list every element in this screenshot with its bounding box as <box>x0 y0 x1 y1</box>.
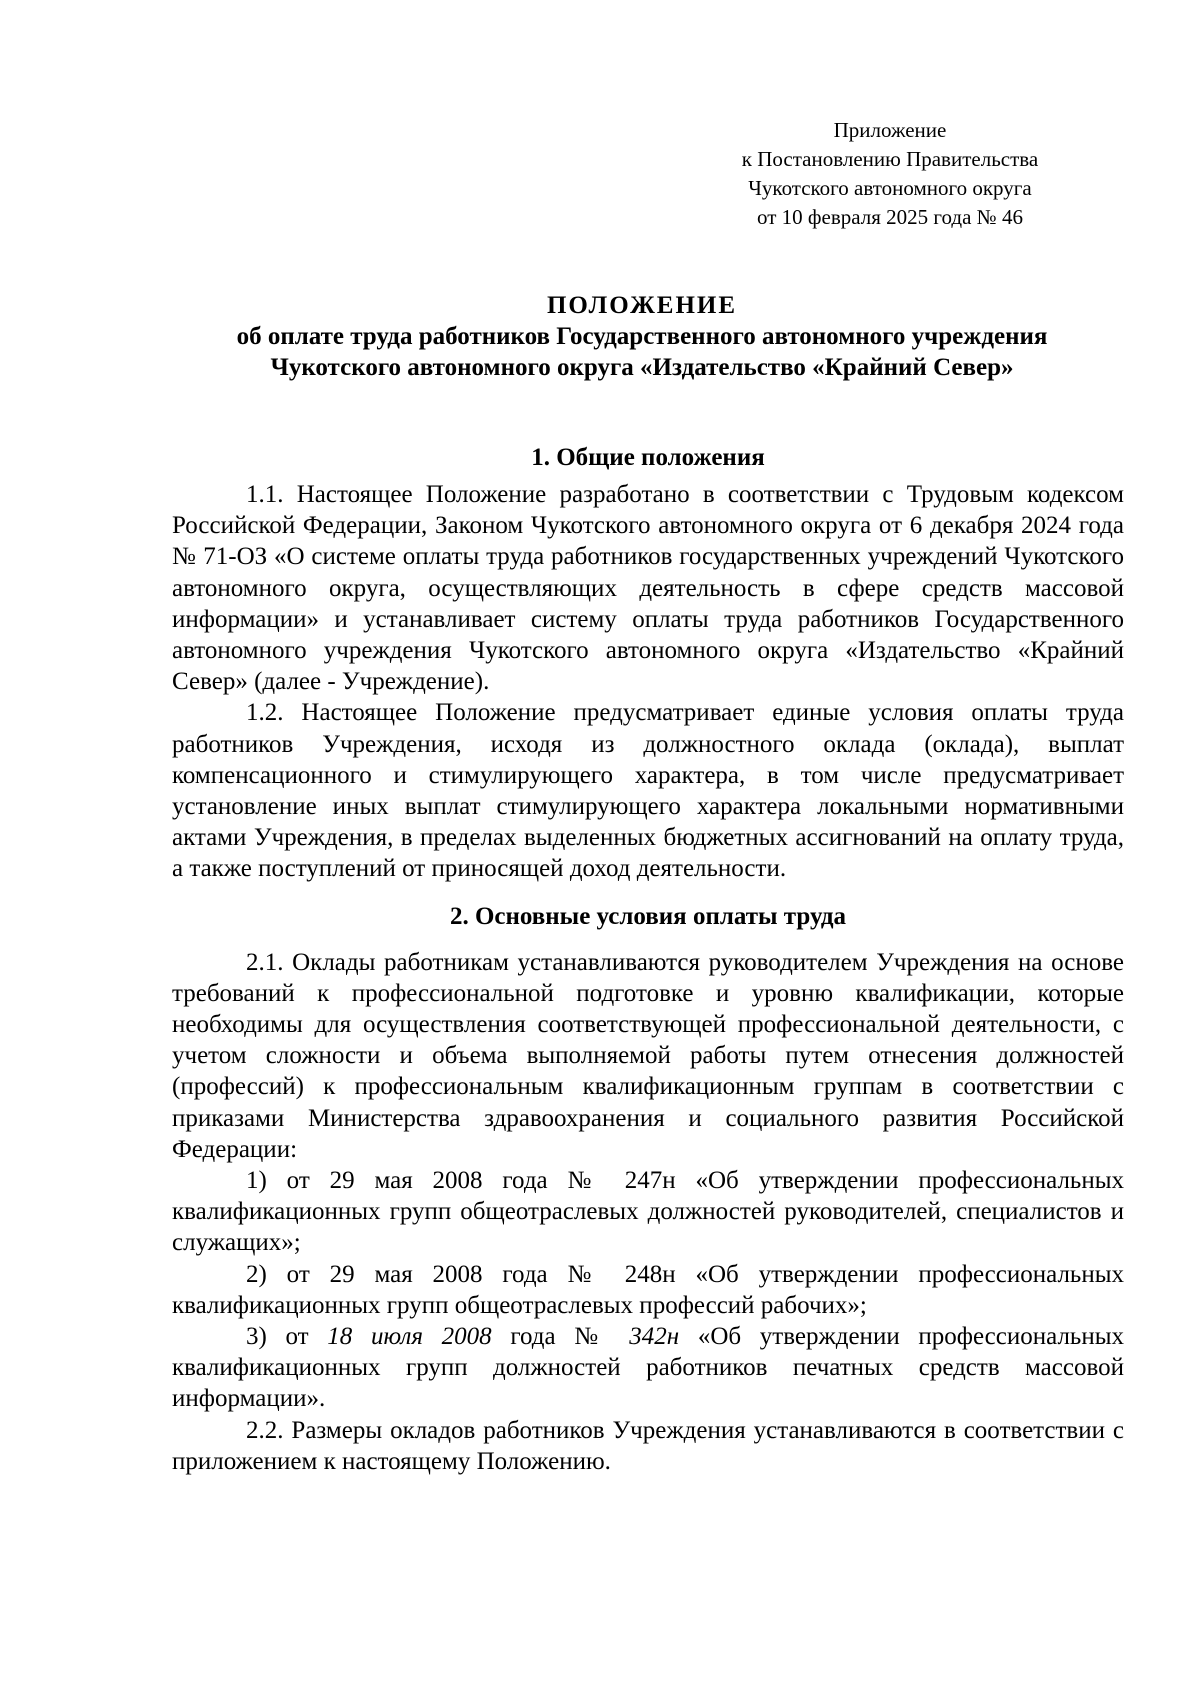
list-item-1: 1) от 29 мая 2008 года № 247н «Об утверждении профессиональных квалификационных групп общеотраслевых должностей руководителей, специалистов и служащих»; <box>172 1167 1124 1257</box>
paragraph-1-1: 1.1. Настоящее Положение разработано в соответствии с Трудовым кодексом Российской Федерации, Законом Чукотского автономного округа от 6 декабря 2024 года № 71-ОЗ «О системе оплаты труда работников государственных учреждений Чукотского автономного округа, осуществляющих деятельность в сфере средств массовой информации» и устанавливает систему оплаты труда работников Государственного автономного учреждения Чукотского автономного округа «Издательство «Крайний Север» (далее - Учреждение). <box>172 481 1124 696</box>
document-title-block <box>160 290 1124 383</box>
annex-line-4: от 10 февраля 2025 года № 46 <box>757 205 1023 229</box>
document-subtitle-line-1: об оплате труда работников Государственного автономного учреждения <box>236 323 1048 350</box>
section-1-heading: 1. Общие положения <box>531 444 765 471</box>
list-item-3-suffix: «Об утверждении профессиональных квалификационных групп должностей работников печатных средств массовой информации». <box>172 1323 1124 1413</box>
annex-block <box>700 116 1080 232</box>
list-item-3-date: 18 июля 2008 <box>327 1323 492 1351</box>
paragraph-2-2: 2.2. Размеры окладов работников Учреждения устанавливаются в соответствии с приложением к настоящему Положению. <box>172 1416 1124 1475</box>
annex-line-2: к Постановлению Правительства <box>741 147 1039 171</box>
list-item-3-number: 342н <box>629 1323 680 1351</box>
list-item-3 <box>172 1321 1124 1415</box>
annex-line-3: Чукотского автономного округа <box>748 176 1032 200</box>
list-item-3-mid: года № <box>491 1323 630 1351</box>
annex-line-1: Приложение <box>833 118 947 142</box>
paragraph-1-2: 1.2. Настоящее Положение предусматривает единые условия оплаты труда работников Учреждения, исходя из должностного оклада (оклада), выплат компенсационного и стимулирующего характера, в том числе предусматривает установление иных выплат стимулирующего характера локальными нормативными актами Учреждения, в пределах выделенных бюджетных ассигнований на оплату труда, а также поступлений от приносящей доход деятельности. <box>172 699 1124 883</box>
document-subtitle-line-2: Чукотского автономного округа «Издательство «Крайний Север» <box>270 354 1014 381</box>
section-2-heading: 2. Основные условия оплаты труда <box>449 902 847 930</box>
list-item-3-prefix: 3) от <box>246 1323 328 1351</box>
list-item-2: 2) от 29 мая 2008 года № 248н «Об утверждении профессиональных квалификационных групп общеотраслевых профессий рабочих»; <box>172 1260 1124 1319</box>
document-title: ПОЛОЖЕНИЕ <box>546 292 738 319</box>
document-body <box>172 442 1124 1477</box>
paragraph-2-1: 2.1. Оклады работникам устанавливаются руководителем Учреждения на основе требований к профессиональной подготовке и уровню квалификации, которые необходимы для осуществления соответствующей профессиональной деятельности, с учетом сложности и объема выполняемой работы путем отнесения должностей (профессий) к профессиональным квалификационным группам в соответствии с приказами Министерства здравоохранения и социального развития Российской Федерации: <box>172 948 1124 1163</box>
